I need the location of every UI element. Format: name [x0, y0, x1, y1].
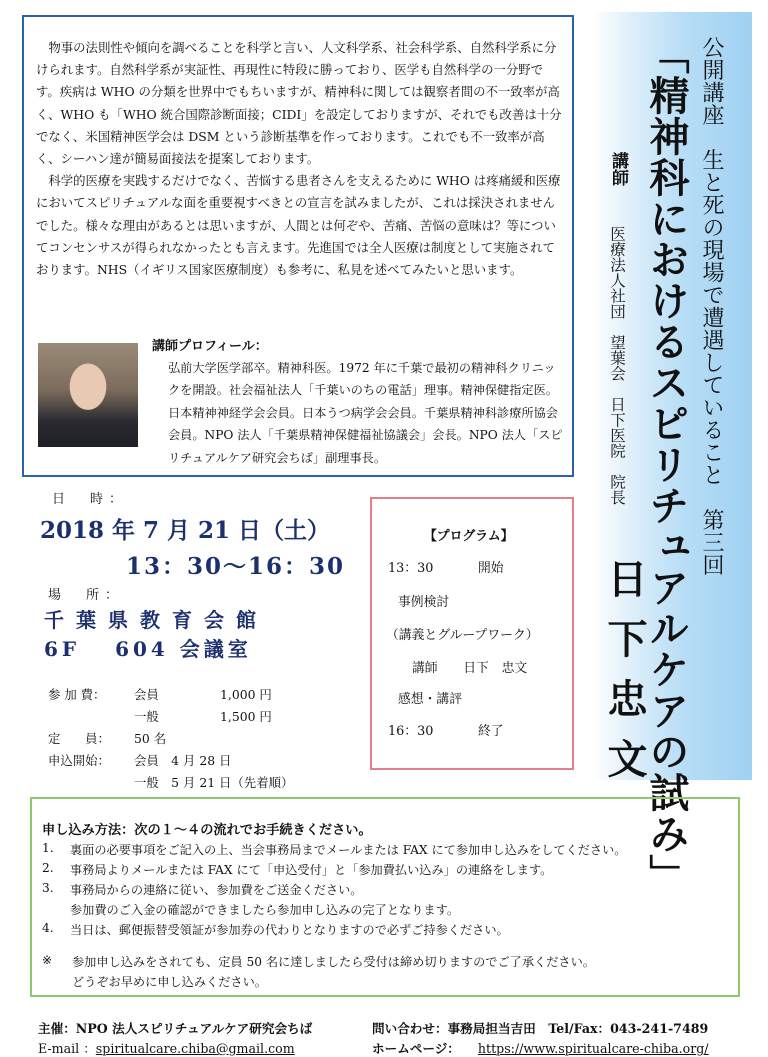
program-end-label: 終了 [478, 724, 504, 739]
email-label: E-mail ： [38, 1041, 96, 1056]
program-lecturer: 講師 日下 忠文 [412, 661, 528, 676]
fee-label: 参 加 費： [48, 687, 106, 702]
registration-label: 申込開始： [48, 753, 110, 768]
step-number: 1. [42, 841, 54, 855]
application-box [30, 797, 740, 997]
note-line-1: 参加申し込みをされても、定員 50 名に達しましたら受付は締め切りますのでご了承ください。 [72, 955, 595, 969]
contact-line [372, 1018, 708, 1037]
organizer-name: NPO 法人スピリチュアルケア研究会ちば [75, 1021, 313, 1036]
step-number: 4. [42, 921, 54, 935]
profile-text: 弘前大学医学部卒。精神科医。1972 年に千葉で最初の精神科クリニックを開設。社会福祉法人「千葉いのちの電話」理事。精神保健指定医。日本精神神経学会会員。日本うつ病学会会員。千葉県精神科診療所協会会員。NPO 法人「千葉県精神保健福祉協議会」会長。NPO 法人「スピリチュアルケア研究会ちば」副理事長。 [168, 361, 563, 465]
venue-label: 場 所： [48, 588, 125, 603]
fees-table [48, 684, 293, 794]
program-format: （講義とグループワーク） [386, 628, 539, 643]
program-title: 【プログラム】 [424, 529, 514, 544]
registration-row [48, 750, 293, 772]
venue-room: 6F 604 会議室 [44, 637, 252, 661]
program-case: 事例検討 [398, 595, 450, 610]
application-title: 申し込み方法：次の１〜４の流れでお手続きください。 [42, 823, 372, 838]
program-start-time: 13：30 [388, 561, 434, 576]
registration-general: 一般 5 月 21 日（先着順） [134, 775, 294, 790]
capacity-label: 定 員： [48, 731, 110, 746]
series-title: 公開講座 生と死の現場で遭遇していること 第三回 [699, 36, 724, 576]
date-label: 日 時： [52, 492, 129, 507]
venue-name: 千葉県教育会館 [44, 608, 268, 632]
intro-text [36, 37, 566, 281]
homepage-line [372, 1038, 709, 1057]
fee-amount: 1,500 円 [220, 709, 272, 724]
homepage-link[interactable]: https://www.spiritualcare-chiba.org/ [477, 1041, 709, 1056]
fee-row [48, 706, 293, 728]
intro-box [22, 15, 574, 477]
step-number: 3. [42, 881, 54, 895]
event-date: 2018 年 7 月 21 日（土） [40, 517, 331, 544]
fee-label [48, 706, 134, 728]
lecturer-affiliation: 医療法人社団 望葉会 日下医院 院長 [608, 226, 626, 505]
fee-row [48, 684, 293, 706]
profile-title: 講師プロフィール： [152, 339, 268, 354]
step-text: 参加費のご入金の確認ができましたら参加申し込みの完了となります。 [70, 903, 460, 917]
program-box [370, 497, 574, 770]
program-feedback: 感想・講評 [398, 692, 462, 707]
capacity-row [48, 728, 293, 750]
event-time: 13：30〜16：30 [126, 553, 346, 580]
lecturer-label: 講師 [608, 152, 628, 186]
program-end-time: 16：30 [388, 724, 434, 739]
step-text: 事務局よりメールまたは FAX にて「申込受付」と「参加費払い込み」の連絡をします。 [70, 863, 553, 877]
lecturer-photo [38, 343, 138, 447]
email-line [38, 1038, 295, 1057]
fee-category: 一般 [134, 709, 159, 724]
contact-label: 問い合わせ： [372, 1021, 448, 1036]
program-start-label: 開始 [478, 561, 504, 576]
main-title: 「精神科におけるスピリチュアルケアの試み」 [643, 34, 690, 895]
registration-label [48, 772, 134, 794]
step-text: 事務局からの連絡に従い、参加費をご送金ください。 [70, 883, 363, 897]
step-text: 裏面の必要事項をご記入の上、当会事務局までメールまたは FAX にて参加申し込みをしてください。 [70, 843, 627, 857]
fee-category: 会員 [134, 687, 159, 702]
contact-info: 事務局担当吉田 Tel/Fax：043-241-7489 [447, 1021, 709, 1036]
registration-row [48, 772, 293, 794]
intro-paragraph-1: 物事の法則性や傾向を調べることを科学と言い、人文科学系、社会科学系、自然科学系に分けられます。自然科学系が実証性、再現性に特段に勝っており、医学も自然科学の一分野です。疾病は WHO の分類を世界中でもちいますが、精神科に関しては観察者間の不一致率が高く、WHO も「WHO 統合国際診断面接；CIDI」を設定しておりますが、それでも改善は十分でなく、米国精神医学会は DSM という診断基準を作っております。これでも不一致率が高く、シーハン達が簡易面接法を提案しております。 [36, 40, 562, 167]
step-text: 当日は、郵便振替受領証が参加券の代わりとなりますので必ずご持参ください。 [70, 923, 509, 937]
organizer-line [38, 1018, 312, 1037]
capacity-value: 50 名 [134, 731, 167, 746]
fee-amount: 1,000 円 [220, 687, 272, 702]
email-link[interactable]: spiritualcare.chiba@gmail.com [95, 1041, 295, 1056]
registration-members: 会員 4 月 28 日 [134, 753, 232, 768]
homepage-label: ホームページ： [372, 1041, 460, 1056]
intro-paragraph-2: 科学的医療を実践するだけでなく、苦悩する患者さんを支えるために WHO は疼痛緩和医療においてスピリチュアルな面を重要視すべきとの宣言を試みましたが、これは採決されませんでした。様々な理由があるとは思いますが、人間とは何ぞや、苦痛、苦悩の意味は？等についてコンセンサスが得られなかったとも言えます。先進国では全人医療は制度として実施されております。NHS（イギリス国家医療制度）も参考に、私見を述べてみたいと思います。 [36, 173, 561, 278]
note-mark: ※ [42, 953, 53, 967]
organizer-label: 主催： [38, 1021, 76, 1036]
note-line-2: どうぞお早めに申し込みください。 [72, 975, 267, 989]
lecturer-name: 日下忠文 [601, 558, 648, 798]
step-number: 2. [42, 861, 54, 875]
